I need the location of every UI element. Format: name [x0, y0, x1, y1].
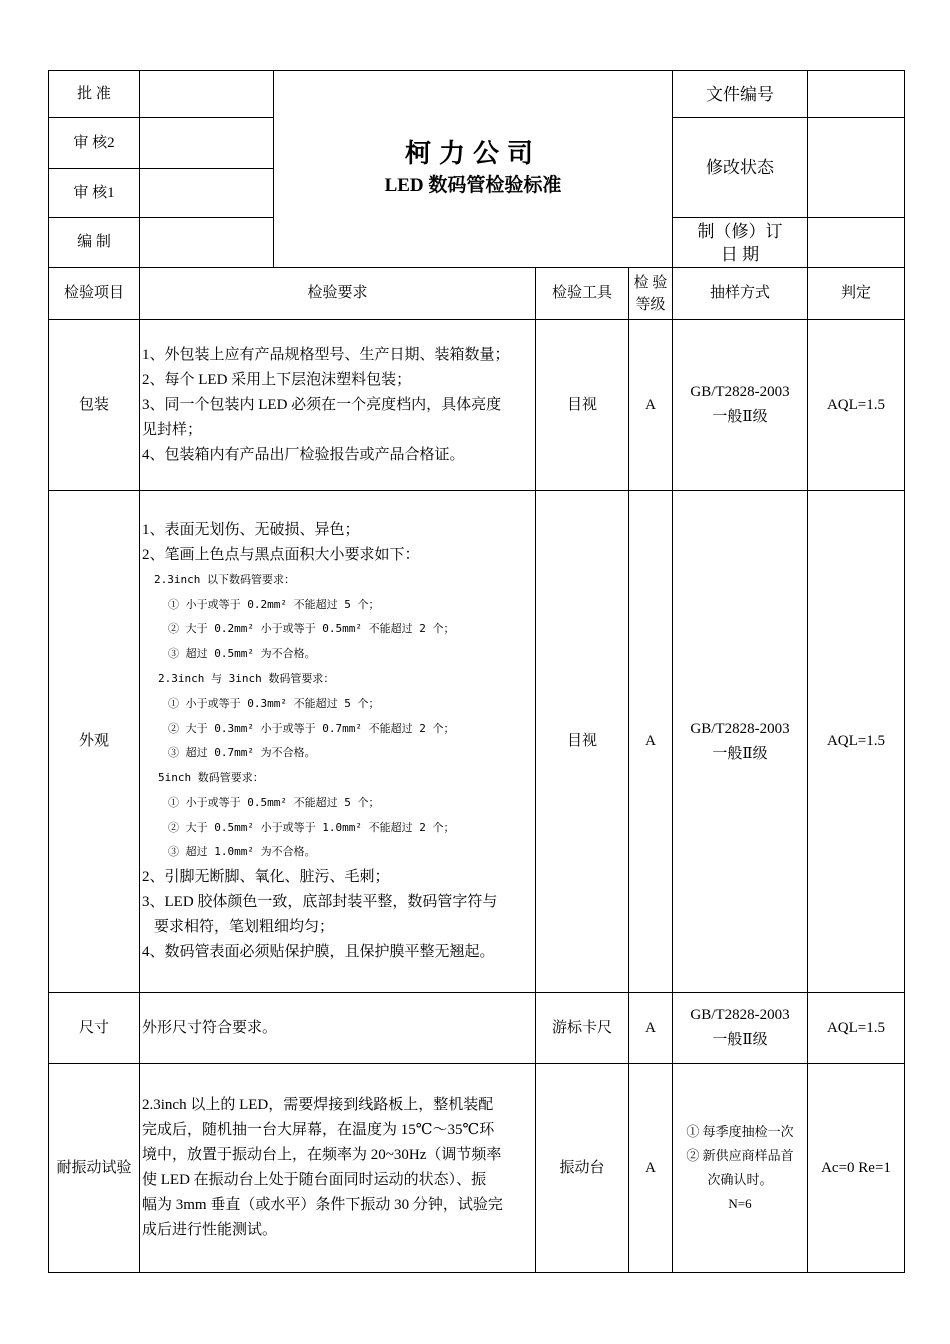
sampling-line: N=6 — [728, 1196, 752, 1211]
col-header-level-line2: 等级 — [635, 296, 666, 313]
requirement-line: 见封样； — [142, 421, 203, 438]
company-name: 柯力公司 — [404, 139, 541, 168]
sampling-line: ① 每季度抽检一次 — [686, 1124, 794, 1139]
judge-dimension: AQL=1.5 — [808, 993, 905, 1064]
doc-number-label: 文件编号 — [673, 71, 808, 118]
tool-vibration: 振动台 — [536, 1064, 629, 1273]
requirement-line: 2、每个 LED 采用上下层泡沫塑料包装； — [142, 371, 412, 388]
tool-packaging: 目视 — [536, 320, 629, 491]
requirement-vibration — [140, 1064, 536, 1273]
sampling-vibration — [673, 1064, 808, 1273]
table-row — [49, 491, 905, 993]
requirement-line: 4、包装箱内有产品出厂检验报告或产品合格证。 — [142, 446, 465, 463]
item-vibration: 耐振动试验 — [49, 1064, 140, 1273]
sampling-packaging — [673, 320, 808, 491]
sampling-line: 次确认时。 — [707, 1172, 773, 1187]
tool-dimension: 游标卡尺 — [536, 993, 629, 1064]
requirement-subheading: 5inch 数码管要求： — [158, 771, 264, 785]
requirement-subline: ③ 超过 0.7mm² 为不合格。 — [168, 746, 316, 760]
requirement-subline: ③ 超过 1.0mm² 为不合格。 — [168, 845, 316, 859]
sampling-level: 一般Ⅱ级 — [712, 1032, 768, 1048]
revision-status-label: 修改状态 — [673, 118, 808, 218]
item-packaging: 包装 — [49, 320, 140, 491]
inspection-table — [48, 70, 905, 1273]
table-row — [49, 320, 905, 491]
col-header-item: 检验项目 — [49, 268, 140, 320]
requirement-subline: ② 大于 0.3mm² 小于或等于 0.7mm² 不能超过 2 个； — [168, 721, 455, 735]
requirement-subline: ① 小于或等于 0.3mm² 不能超过 5 个； — [168, 696, 380, 710]
judge-packaging: AQL=1.5 — [808, 320, 905, 491]
requirement-line: 3、同一个包装内 LED 必须在一个亮度档内，具体亮度 — [142, 396, 502, 413]
judge-appearance: AQL=1.5 — [808, 491, 905, 993]
review2-value — [140, 118, 274, 169]
requirement-line: 1、外包装上应有产品规格型号、生产日期、装箱数量； — [142, 346, 510, 363]
level-appearance: A — [629, 491, 673, 993]
revision-date-value — [808, 218, 905, 268]
prepare-value — [140, 218, 274, 268]
level-vibration: A — [629, 1064, 673, 1273]
approve-label: 批 准 — [49, 71, 140, 118]
requirement-line: 2.3inch 以上的 LED，需要焊接到线路板上，整机装配 — [142, 1097, 494, 1113]
inspection-standard-document — [48, 70, 905, 1273]
revision-date-label-line2: 日 期 — [720, 244, 760, 264]
requirement-line: 3、LED 胶体颜色一致，底部封装平整，数码管字符与 — [142, 894, 498, 911]
item-dimension: 尺寸 — [49, 993, 140, 1064]
requirement-line: 成后进行性能测试。 — [142, 1222, 278, 1238]
tool-appearance: 目视 — [536, 491, 629, 993]
document-title: LED 数码管检验标准 — [384, 175, 562, 196]
sampling-line: ② 新供应商样品首 — [686, 1148, 794, 1163]
requirement-line: 2、笔画上色点与黑点面积大小要求如下： — [142, 546, 420, 563]
requirement-subline: ③ 超过 0.5mm² 为不合格。 — [168, 647, 316, 661]
requirement-dimension: 外形尺寸符合要求。 — [140, 993, 536, 1064]
requirement-line: 使 LED 在振动台上处于随台面同时运动的状态）、振 — [142, 1172, 487, 1188]
sampling-dimension — [673, 993, 808, 1064]
revision-date-label-line1: 制（修）订 — [697, 221, 783, 241]
requirement-subheading: 2.3inch 与 3inch 数码管要求： — [158, 671, 335, 685]
requirement-subheading: 2.3inch 以下数码管要求： — [154, 572, 295, 586]
requirement-appearance — [140, 491, 536, 993]
col-header-tool: 检验工具 — [536, 268, 629, 320]
requirement-line: 完成后，随机抽一台大屏幕，在温度为 15℃～35℃环 — [142, 1122, 495, 1138]
requirement-line: 2、引脚无断脚、氧化、脏污、毛刺； — [142, 869, 390, 886]
sampling-standard: GB/T2828-2003 — [690, 384, 790, 400]
requirement-packaging — [140, 320, 536, 491]
sampling-level: 一般Ⅱ级 — [712, 409, 768, 425]
review2-label: 审 核2 — [49, 118, 140, 169]
col-header-judge: 判定 — [808, 268, 905, 320]
level-packaging: A — [629, 320, 673, 491]
col-header-level — [629, 268, 673, 320]
table-row — [49, 1064, 905, 1273]
col-header-sampling: 抽样方式 — [673, 268, 808, 320]
title-cell — [274, 71, 673, 268]
prepare-label: 编 制 — [49, 218, 140, 268]
item-appearance: 外观 — [49, 491, 140, 993]
doc-number-value — [808, 71, 905, 118]
sampling-level: 一般Ⅱ级 — [712, 745, 768, 762]
col-header-requirement: 检验要求 — [140, 268, 536, 320]
approve-value — [140, 71, 274, 118]
requirement-subline: ① 小于或等于 0.2mm² 不能超过 5 个； — [168, 597, 380, 611]
sampling-standard: GB/T2828-2003 — [690, 1007, 790, 1023]
requirement-subline: ② 大于 0.2mm² 小于或等于 0.5mm² 不能超过 2 个； — [168, 622, 455, 636]
sampling-appearance — [673, 491, 808, 993]
review1-value — [140, 169, 274, 218]
requirement-line: 境中，放置于振动台上，在频率为 20~30Hz（调节频率 — [142, 1147, 502, 1163]
requirement-line: 1、表面无划伤、无破损、异色； — [142, 521, 360, 538]
requirement-line: 4、数码管表面必须贴保护膜，且保护膜平整无翘起。 — [142, 944, 495, 961]
sampling-standard: GB/T2828-2003 — [690, 720, 790, 737]
requirement-line: 要求相符，笔划粗细均匀； — [154, 919, 335, 936]
judge-vibration: Ac=0 Re=1 — [808, 1064, 905, 1273]
level-dimension: A — [629, 993, 673, 1064]
requirement-subline: ② 大于 0.5mm² 小于或等于 1.0mm² 不能超过 2 个； — [168, 820, 455, 834]
requirement-line: 幅为 3mm 垂直（或水平）条件下振动 30 分钟，试验完 — [142, 1197, 503, 1213]
col-header-level-line1: 检 验 — [633, 274, 668, 291]
requirement-subline: ① 小于或等于 0.5mm² 不能超过 5 个； — [168, 795, 380, 809]
table-row — [49, 993, 905, 1064]
revision-status-value — [808, 118, 905, 218]
revision-date-label — [673, 218, 808, 268]
review1-label: 审 核1 — [49, 169, 140, 218]
